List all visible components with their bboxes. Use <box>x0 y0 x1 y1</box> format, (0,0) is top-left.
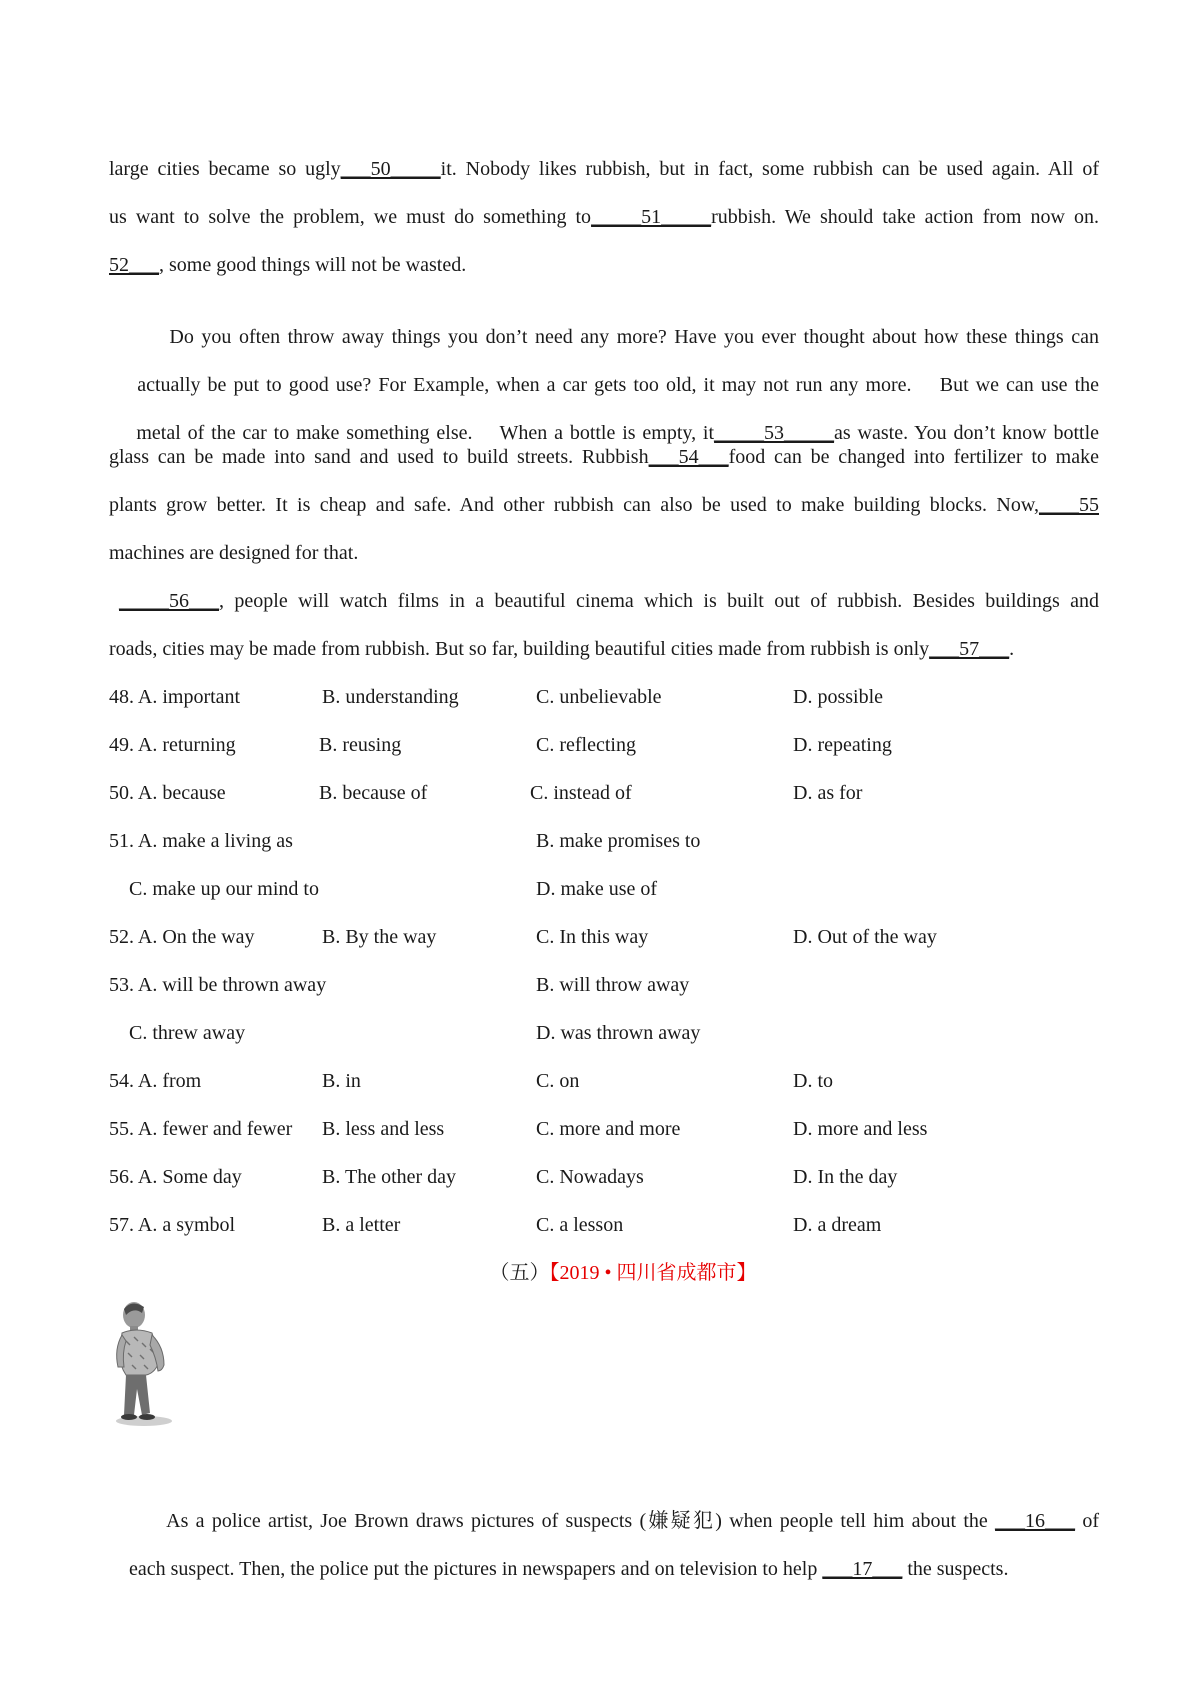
passage-line <box>109 493 1099 517</box>
text: large cities became so ugly <box>109 158 341 180</box>
option-a: 49. A. returning <box>109 734 236 756</box>
text: of <box>1075 1510 1099 1532</box>
text: , some good things will not be wasted. <box>159 254 467 276</box>
option-b: B. understanding <box>322 686 459 708</box>
blank-56: _____56___ <box>119 590 219 612</box>
question-row <box>109 1213 1099 1237</box>
text: food can be changed into fertilizer to make <box>728 446 1099 468</box>
option-c: C. on <box>536 1070 580 1092</box>
option-c: C. more and more <box>536 1118 681 1140</box>
option-c: C. In this way <box>536 926 649 948</box>
passage-line <box>109 349 1099 396</box>
option-b: B. By the way <box>322 926 437 948</box>
passage-line <box>109 301 1100 348</box>
question-row <box>109 1069 1099 1093</box>
question-row <box>109 1021 1099 1045</box>
question-row <box>109 829 1099 853</box>
text: actually be put to good use? For Example, when a car gets too old, it may not run any more. But we can use the <box>137 374 1099 396</box>
option-b: B. The other day <box>322 1166 457 1188</box>
question-row <box>109 781 1099 805</box>
option-b: B. in <box>322 1070 361 1092</box>
text: as waste. You don’t know bottle <box>834 422 1100 444</box>
text: roads, cities may be made from rubbish. But so far, building beautiful cities made from rubbish is only <box>109 638 930 660</box>
passage-line <box>109 157 1099 181</box>
option-a: 52. A. On the way <box>109 926 255 948</box>
text: As a police artist, Joe Brown draws pictures of suspects (嫌疑犯) when people tell him about the <box>138 1510 996 1532</box>
option-a: 54. A. from <box>109 1070 202 1092</box>
passage-line <box>109 541 1099 565</box>
blank-55: ____55 <box>1039 494 1099 516</box>
option-a: 57. A. a symbol <box>109 1214 236 1236</box>
question-row <box>109 1117 1099 1141</box>
question-row <box>109 1165 1099 1189</box>
option-a: 55. A. fewer and fewer <box>109 1118 293 1140</box>
passage-line <box>109 1485 1099 1532</box>
text: machines are designed for that. <box>109 542 359 564</box>
blank-50: ___50_____ <box>340 158 441 180</box>
option-d: D. Out of the way <box>793 926 937 948</box>
text: each suspect. Then, the police put the pictures in newspapers and on television to help <box>129 1558 823 1580</box>
option-d: D. In the day <box>793 1166 898 1188</box>
text: , people will watch films in a beautiful cinema which is built out of rubbish. Besides buildings and <box>219 590 1099 612</box>
option-d: D. to <box>793 1070 833 1092</box>
blank-51: _____51_____ <box>591 206 712 228</box>
option-d: D. a dream <box>793 1214 882 1236</box>
option-a: 51. A. make a living as <box>109 830 293 852</box>
blank-54: ___54___ <box>648 446 729 468</box>
passage-line <box>109 253 1099 277</box>
man-figure-icon <box>112 1297 180 1427</box>
question-row <box>109 733 1099 757</box>
text: it. Nobody likes rubbish, but in fact, some rubbish can be used again. All of <box>440 158 1099 180</box>
option-b: B. less and less <box>322 1118 445 1140</box>
question-row <box>109 877 1099 901</box>
text: us want to solve the problem, we must do something to <box>109 206 592 228</box>
option-b: B. because of <box>319 782 428 804</box>
text: Do you often throw away things you don’t need any more? Have you ever thought about how these things can <box>139 326 1100 348</box>
passage-line <box>109 397 1100 444</box>
option-d: D. as for <box>793 782 863 804</box>
option-d: D. make use of <box>536 878 658 900</box>
option-d: D. possible <box>793 686 883 708</box>
option-a: 50. A. because <box>109 782 226 804</box>
text: plants grow better. It is cheap and safe. And other rubbish can also be used to make building blocks. Now, <box>109 494 1039 516</box>
text: . <box>1009 638 1015 660</box>
passage-line <box>119 589 1099 613</box>
text: metal of the car to make something else. When a bottle is empty, it <box>136 422 715 444</box>
passage-line <box>109 445 1099 469</box>
option-c: C. a lesson <box>536 1214 624 1236</box>
option-b: B. a letter <box>322 1214 401 1236</box>
question-row <box>109 925 1099 949</box>
option-d: D. was thrown away <box>536 1022 701 1044</box>
question-row <box>109 973 1099 997</box>
option-c: C. instead of <box>530 782 632 804</box>
blank-16: ___16___ <box>995 1510 1076 1532</box>
section-heading <box>0 1261 1200 1285</box>
text: glass can be made into sand and used to build streets. Rubbish <box>109 446 649 468</box>
option-a: 53. A. will be thrown away <box>109 974 327 996</box>
question-row <box>109 685 1099 709</box>
blank-52: 52___ <box>109 254 159 276</box>
section-number: （五） <box>489 1262 550 1284</box>
passage-line <box>109 637 1099 661</box>
option-b: B. reusing <box>319 734 402 756</box>
option-b: B. make promises to <box>536 830 701 852</box>
option-a: 48. A. important <box>109 686 241 708</box>
option-c: C. threw away <box>109 1022 246 1044</box>
option-c: C. unbelievable <box>536 686 662 708</box>
passage-line <box>109 205 1099 229</box>
text: the suspects. <box>902 1558 1009 1580</box>
section-source: 【2019 • 四川省成都市】 <box>549 1262 757 1284</box>
blank-57: ___57___ <box>929 638 1010 660</box>
option-d: D. repeating <box>793 734 892 756</box>
option-a: 56. A. Some day <box>109 1166 242 1188</box>
option-c: C. reflecting <box>536 734 636 756</box>
passage-line <box>109 1533 1099 1580</box>
blank-17: ___17___ <box>822 1558 903 1580</box>
option-b: B. will throw away <box>536 974 690 996</box>
blank-53: _____53_____ <box>714 422 835 444</box>
option-c: C. Nowadays <box>536 1166 644 1188</box>
option-d: D. more and less <box>793 1118 928 1140</box>
option-c: C. make up our mind to <box>109 878 319 900</box>
man-illustration <box>112 1297 180 1427</box>
text: rubbish. We should take action from now on. <box>711 206 1099 228</box>
